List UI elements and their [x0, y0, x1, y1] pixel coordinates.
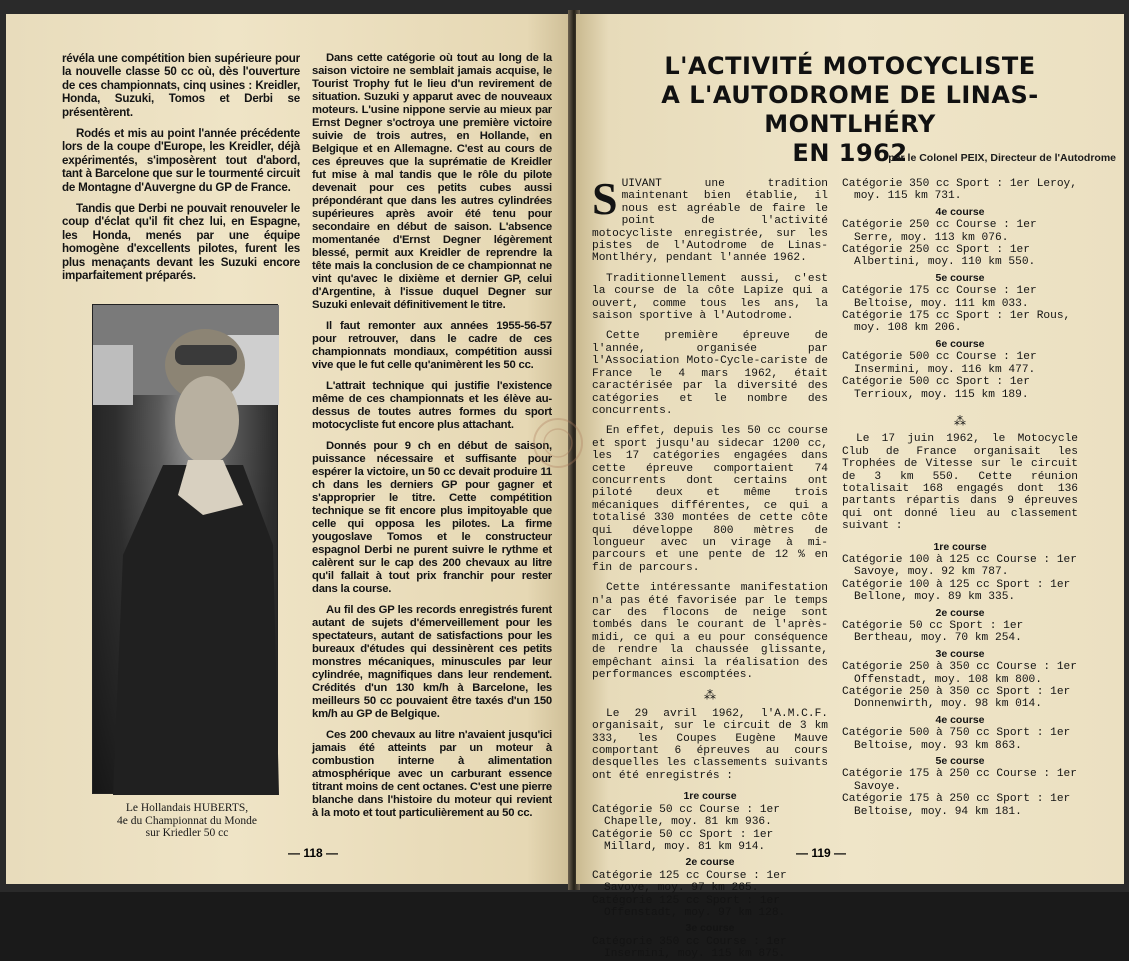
- intro-paragraph: [592, 173, 828, 265]
- paragraph: Il faut remonter aux années 1955-56-57 pour retrouver, dans le cadre de ces championnats mondiaux, compétition aussi vive que le fut celle qu'animèrent les 50 cc.: [312, 320, 552, 371]
- result-entry: Catégorie 175 à 250 cc Sport : 1er Beltoise, moy. 94 km 181.: [842, 793, 1071, 818]
- paragraph: Cette première épreuve de l'année, organisée par l'Association Moto-Cycle-cariste de France le 4 mars 1962, était caractérisée par la diversité des catégories et le nombre des concurrents.: [592, 330, 828, 417]
- result-entry: Catégorie 350 cc Sport : 1er Leroy, moy. 115 km 731.: [842, 178, 1077, 203]
- title-line: A L'AUTODROME DE LINAS-MONTLHÉRY: [661, 81, 1039, 138]
- race-heading: 4e course: [935, 205, 985, 218]
- paragraph: Donnés pour 9 ch en début de saison, puissance nécessaire et suffisante pour espérer la victoire, un 50 cc devait produire 11 ch dans les derniers GP pour gagner et s'approprier le titre. Cette compétition technique se fit encore plus impitoyable que celle qui opposa les pilotes. La firme yougoslave Tomos et le constructeur espagnol Derbi ne purent suivre le rythme et calèrent sur le cap des 200 chevaux au litre qu'il fallait à tout prix franchir pour rester dans la course.: [312, 440, 552, 595]
- result-entry: Catégorie 175 à 250 cc Course : 1er Savoye.: [842, 768, 1077, 793]
- page-number: — 119 —: [796, 846, 847, 860]
- result-entry: Catégorie 175 cc Sport : 1er Rous, moy. 108 km 206.: [842, 310, 1071, 335]
- paragraph: révéla une compétition bien supérieure pour la nouvelle classe 50 cc où, dès l'ouverture de ces championnats, cinq usines : Kreidler, Honda, Suzuki, Tomos et Derbi se présentèrent.: [62, 52, 300, 119]
- race-heading: 6e course: [935, 337, 985, 350]
- results-group: [592, 790, 828, 960]
- race-heading: 3e course: [935, 647, 985, 660]
- race-heading: 5e course: [935, 271, 985, 284]
- rider-silhouette: [93, 305, 279, 795]
- result-entry: Catégorie 250 cc Course : 1er Serre, moy. 113 km 076.: [842, 219, 1037, 244]
- result-entry: Catégorie 100 à 125 cc Sport : 1er Bellone, moy. 89 km 335.: [842, 578, 1071, 604]
- race-heading: 1re course: [933, 540, 987, 553]
- drop-cap: S: [592, 173, 618, 224]
- ornament: ⁂: [954, 413, 966, 428]
- article-title: [586, 52, 1114, 168]
- paragraph: Rodés et mis au point l'année précédente lors de la coupe d'Europe, les Kreidler, déjà expérimentés, s'imposèrent tout d'abord, tant à Barcelone que sur le tourmenté circuit de Montagne d'Auvergne du GP de France.: [62, 127, 300, 194]
- left-column-1: [62, 52, 300, 291]
- right-page: [576, 14, 1124, 961]
- right-column-2: [842, 178, 1078, 818]
- result-entry: Catégorie 350 cc Course : 1er Insermini, moy. 115 km 875.: [592, 935, 787, 961]
- race-heading: 2e course: [685, 856, 735, 869]
- right-column-1: [592, 173, 828, 961]
- library-stamp-icon: [530, 415, 586, 471]
- paragraph: Dans cette catégorie où tout au long de la saison victoire ne semblait jamais acquise, le Tourist Trophy fut le lieu d'un revirement de situation. Suzuki y apparut avec de nouveaux moteurs. L'usine nippone servie au mieux par Ernst Degner s'octroya une première victoire suivie de trois autres, en Hollande, en Belgique et en Allemagne. C'est au cours de ces épreuves que la suprématie de Kreidler fut mise à mal tandis que le rôle du pilote devenait pour ces petits cubes aussi prépondérant que dans les autres cylindrées supérieures après avoir été tenu pour secondaire en début de saison. L'absence momentanée d'Ernst Degner légèrement blessé, permit aux Kreidler de reprendre la tête mais la conclusion de ce championnat ne vint qu'avec le dixième et dernier GP, celui d'Argentine, à l'issue duquel Degner sur Suzuki enlevait définitivement le titre.: [312, 52, 552, 311]
- result-entry: Catégorie 175 cc Course : 1er Beltoise, moy. 111 km 033.: [842, 285, 1037, 310]
- page-number: — 118 —: [288, 846, 339, 860]
- paragraph: En effet, depuis les 50 cc course et sport jusqu'au sidecar 1200 cc, les 17 catégories engagées dans cette épreuve comportaient 74 concurrents dont certains ont piloté deux et même trois mécaniques différentes, ce qui a totalisé 330 montées de cette côte qui développe 800 mètres de longueur avec un virage à mi-parcours et une pente de 12 % en fin de parcours.: [592, 425, 828, 574]
- paragraph: Traditionnellement aussi, c'est la course de la côte Lapize qui a ouvert, comme tous les ans, la saison sportive à l'Autodrome.: [592, 272, 828, 323]
- paragraph: Ces 200 chevaux au litre n'avaient jusqu'ici jamais été atteints par un moteur à combustion interne à alimentation atmosphérique avec un carburant essence titrant moins de cent octanes. C'est une pierre blanche dans l'histoire du moteur qui revient à la moto et tout particulièrement au 50 cc.: [312, 729, 552, 819]
- race-heading: 3e course: [685, 922, 735, 935]
- result-entry: Catégorie 50 cc Course : 1er Chapelle, moy. 81 km 936.: [592, 803, 780, 829]
- byline: par le Colonel PEIX, Directeur de l'Autodrome: [888, 152, 1116, 164]
- paragraph: Tandis que Derbi ne pouvait renouveler le coup d'éclat qu'il fit chez lui, en Espagne, les Honda, menés par une équipe homogène d'excellents pilotes, furent les plus menaçants devant les Suzuki encore imparfaitement préparés.: [62, 202, 300, 283]
- rider-photo: [92, 304, 278, 794]
- ornament: ⁂: [704, 688, 716, 703]
- paragraph: Au fil des GP les records enregistrés furent autant de sujets d'émerveillement pour les spectateurs, autant de satisfactions pour les bureaux d'études qui dessinèrent ces petits monstres mécaniques, minuscules par leur cylindrée, magnifiques dans leur rendement. Crédités d'un 130 km/h à Barcelone, les meilleurs 50 cc pouvaient être taxés d'un 150 km/h au GP de Belgique.: [312, 604, 552, 720]
- result-entry: Catégorie 125 cc Course : 1er Savoye, moy. 97 km 265.: [592, 869, 787, 895]
- race-heading: 1re course: [683, 790, 737, 803]
- paragraph: L'attrait technique qui justifie l'existence même de ces championnats et les élève au-dessus de toutes autres formes du sport motocycliste fut encore plus attachant.: [312, 380, 552, 431]
- paragraph: Le 17 juin 1962, le Motocycle Club de France organisait les Trophées de Vitesse sur le circuit de 3 km 550. Cette réunion totalisait 168 engagés dont 136 partants répartis dans 9 épreuves qui ont donné lieu au classement suivant :: [842, 433, 1078, 533]
- result-entry: Catégorie 500 à 750 cc Sport : 1er Beltoise, moy. 93 km 863.: [842, 727, 1071, 752]
- race-heading: 5e course: [935, 755, 985, 768]
- result-entry: Catégorie 50 cc Sport : 1er Millard, moy. 81 km 914.: [592, 828, 774, 853]
- race-heading: 2e course: [935, 606, 985, 619]
- result-entry: Catégorie 100 à 125 cc Course : 1er Savoye, moy. 92 km 787.: [842, 553, 1077, 579]
- paragraph: Cette intéressante manifestation n'a pas été favorisée par le temps car des flocons de neige sont tombés dans le courant de l'après-midi, ce qui a eu pour conséquence de rendre la chaussée glissante, empêchant ainsi la réalisation des performances escomptées.: [592, 582, 828, 682]
- result-entry: Catégorie 50 cc Sport : 1er Bertheau, moy. 70 km 254.: [842, 620, 1024, 645]
- result-entry: Catégorie 250 à 350 cc Course : 1er Offenstadt, moy. 108 km 800.: [842, 661, 1077, 686]
- title-line: EN 1962: [792, 139, 908, 167]
- left-column-2: [312, 52, 552, 828]
- result-entry: Catégorie 500 cc Course : 1er Insermini, moy. 116 km 477.: [842, 351, 1037, 376]
- caption-line: sur Kriedler 50 cc: [145, 827, 229, 839]
- intro-text: UIVANT une tradition maintenant bien établie, il nous est agréable de faire le point de l'activité motocycliste enregistrée, sur les pistes de l'Autodrome de Linas-Montlhéry, pendant l'année 1962.: [592, 178, 828, 265]
- result-entry: Catégorie 250 cc Sport : 1er Albertini, moy. 110 km 550.: [842, 244, 1036, 269]
- photo-caption: [92, 802, 282, 840]
- caption-line: 4e du Championnat du Monde: [117, 814, 257, 827]
- left-page: [6, 14, 572, 884]
- paragraph: Le 29 avril 1962, l'A.M.C.F. organisait, sur le circuit de 3 km 333, les Coupes Eugène Mauve comportant 6 épreuves au cours desquelles les classements suivants ont été enregistrés :: [592, 707, 828, 782]
- race-heading: 4e course: [935, 713, 985, 726]
- result-entry: Catégorie 500 cc Sport : 1er Terrioux, moy. 115 km 189.: [842, 376, 1030, 401]
- title-line: L'ACTIVITÉ MOTOCYCLISTE: [664, 52, 1036, 80]
- result-entry: Catégorie 250 à 350 cc Sport : 1er Donnenwirth, moy. 98 km 014.: [842, 686, 1071, 711]
- caption-line: Le Hollandais HUBERTS,: [125, 802, 249, 814]
- result-entry: Catégorie 125 cc Sport : 1er Offenstadt, moy. 97 km 128.: [592, 894, 786, 919]
